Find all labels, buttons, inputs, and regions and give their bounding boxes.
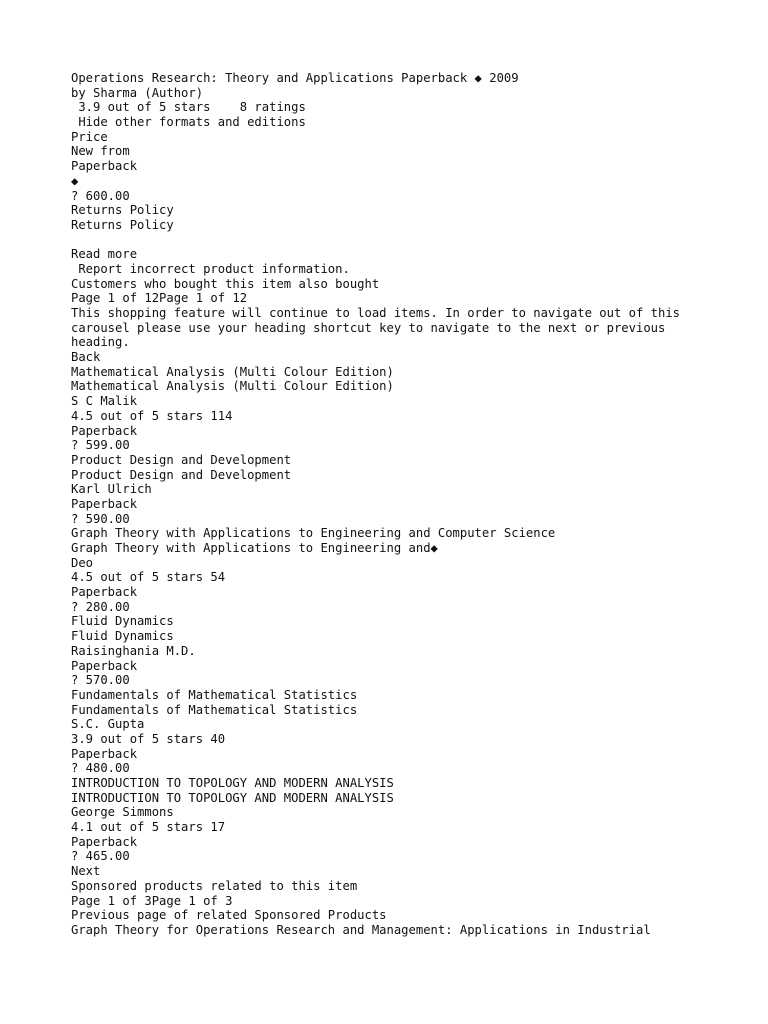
product-title: Operations Research: Theory and Applications Paperback ◆ 2009	[71, 71, 519, 85]
also-bought-heading: Customers who bought this item also bought	[71, 276, 380, 291]
list-item	[71, 365, 731, 453]
item-format: Paperback	[71, 746, 138, 761]
product-rating[interactable]: 3.9 out of 5 stars 8 ratings	[71, 100, 306, 115]
item-rating[interactable]: 4.5 out of 5 stars 54	[71, 570, 226, 585]
spacer	[71, 233, 731, 248]
returns-policy-link[interactable]: Returns Policy	[71, 203, 174, 218]
item-title-link[interactable]: Fundamentals of Mathematical Statistics	[71, 687, 358, 702]
item-author[interactable]: Raisinghania M.D.	[71, 643, 196, 658]
new-from-header: New from	[71, 144, 130, 159]
carousel-back-button[interactable]: Back	[71, 350, 101, 365]
item-author[interactable]: S C Malik	[71, 394, 138, 409]
product-price: ? 600.00	[71, 188, 130, 203]
carousel-note: This shopping feature will continue to load items. In order to navigate out of this carousel please use your heading shortcut key to navigate to the next or previous heading.	[71, 306, 688, 350]
sponsored-pagination: Page 1 of 3Page 1 of 3	[71, 893, 233, 908]
item-title-link[interactable]: INTRODUCTION TO TOPOLOGY AND MODERN ANALYSIS	[71, 776, 394, 791]
item-price: ? 570.00	[71, 673, 130, 688]
item-author[interactable]: Deo	[71, 555, 94, 570]
item-price: ? 280.00	[71, 599, 130, 614]
item-format: Paperback	[71, 423, 138, 438]
page-content	[71, 71, 731, 938]
list-item	[71, 688, 731, 776]
diamond-glyph: ◆	[71, 173, 79, 188]
item-rating[interactable]: 4.5 out of 5 stars 114	[71, 408, 233, 423]
item-price: ? 590.00	[71, 511, 130, 526]
also-bought-pagination: Page 1 of 12Page 1 of 12	[71, 291, 248, 306]
item-rating[interactable]: 4.1 out of 5 stars 17	[71, 820, 226, 835]
price-header: Price	[71, 129, 108, 144]
item-title-short-link[interactable]: Graph Theory with Applications to Engineering and◆	[71, 541, 438, 556]
item-title-link[interactable]: Fluid Dynamics	[71, 614, 174, 629]
item-title-short-link[interactable]: INTRODUCTION TO TOPOLOGY AND MODERN ANALYSIS	[71, 790, 394, 805]
item-title-short-link[interactable]: Mathematical Analysis (Multi Colour Edition)	[71, 379, 394, 394]
sponsored-item-title-link[interactable]: Graph Theory for Operations Research and Management: Applications in Industrial	[71, 922, 651, 937]
item-author[interactable]: S.C. Gupta	[71, 717, 145, 732]
item-format: Paperback	[71, 496, 138, 511]
product-author-link[interactable]: by Sharma (Author)	[71, 85, 204, 100]
item-price: ? 465.00	[71, 849, 130, 864]
returns-policy-link-secondary[interactable]: Returns Policy	[71, 217, 174, 232]
list-item	[71, 614, 731, 687]
report-incorrect-info-link[interactable]: Report incorrect product information.	[71, 261, 350, 276]
item-title-link[interactable]: Graph Theory with Applications to Engineering and Computer Science	[71, 526, 556, 541]
item-author[interactable]: George Simmons	[71, 805, 174, 820]
item-title-link[interactable]: Mathematical Analysis (Multi Colour Edition)	[71, 364, 394, 379]
item-author[interactable]: Karl Ulrich	[71, 482, 152, 497]
item-price: ? 599.00	[71, 438, 130, 453]
list-item	[71, 526, 731, 614]
format-paperback-link[interactable]: Paperback	[71, 159, 138, 174]
item-title-short-link[interactable]: Product Design and Development	[71, 467, 292, 482]
list-item	[71, 776, 731, 864]
item-title-link[interactable]: Product Design and Development	[71, 452, 292, 467]
item-title-short-link[interactable]: Fundamentals of Mathematical Statistics	[71, 702, 358, 717]
item-format: Paperback	[71, 658, 138, 673]
item-price: ? 480.00	[71, 761, 130, 776]
item-format: Paperback	[71, 585, 138, 600]
also-bought-list	[71, 365, 731, 864]
item-format: Paperback	[71, 834, 138, 849]
list-item	[71, 453, 731, 526]
toggle-formats-link[interactable]: Hide other formats and editions	[71, 115, 306, 130]
item-title-short-link[interactable]: Fluid Dynamics	[71, 629, 174, 644]
item-rating[interactable]: 3.9 out of 5 stars 40	[71, 731, 226, 746]
sponsored-heading: Sponsored products related to this item	[71, 878, 358, 893]
read-more-link[interactable]: Read more	[71, 247, 138, 262]
sponsored-prev-button[interactable]: Previous page of related Sponsored Products	[71, 908, 387, 923]
carousel-next-button[interactable]: Next	[71, 864, 101, 879]
